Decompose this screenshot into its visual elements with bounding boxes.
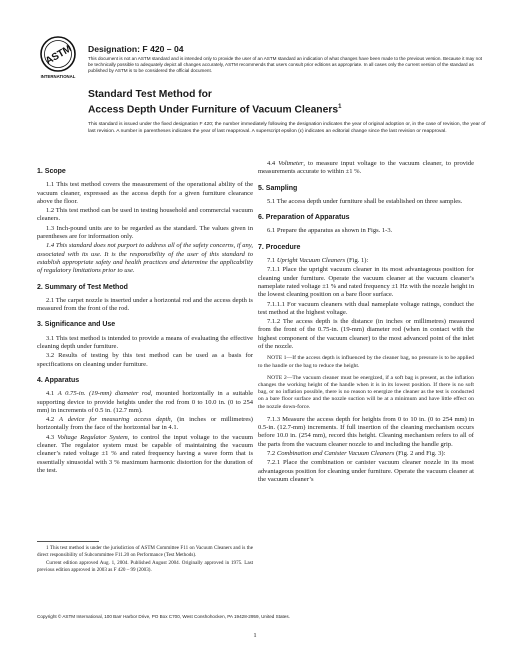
para-term: Upright Vacuum Cleaners [276, 257, 346, 265]
title-footnote-mark: 1 [338, 104, 342, 110]
paragraph: 1.4 This standard does not purport to address all of the safety concerns, if any, associated with its use. It is the responsibility of the user of this standard to establish appropriate safety and health practices and determine the applicability of regulatory limitations prior to use. [37, 242, 253, 275]
section-heading: 4. Apparatus [37, 376, 80, 384]
para-text: , to control the input voltage to the vacuum cleaner. The regulator system must be capable of maintaining the vacuum cleaner’s rated voltage ±1 % and rated frequency having a wave form that is essentially sinusoidal with 3 % maximum harmonic distortion for the duration of the test. [37, 433, 253, 474]
para-number: 7.1 [267, 257, 277, 265]
paragraph: 7.2.1 Place the combination or canister vacuum cleaner nozzle in its most advantageous position for cleaning under furniture. Operate the vacuum cleaner at the vacuum cleaner’s [258, 459, 474, 483]
para-number: 4.4 [267, 160, 279, 167]
title-line-1: Standard Test Method for [88, 89, 212, 100]
designation: Designation: F 420 – 04 [88, 44, 184, 54]
paragraph: 3.2 Results of testing by this test method can be used as a basis for specifications on cleaning under furniture. [37, 352, 253, 368]
astm-logo-icon [38, 34, 78, 80]
note: NOTE 2—The vacuum cleaner must be energized, if a soft bag is present, as the inflation changes the working height of the handle when it is in its lowest position. If there is no soft bag, or no inflation possible, there is no reason to energize the cleaner as the test is conducted on a bare floor surface and the nozzle suction will be at a minimum and have little effect on the nozzle down-force. [258, 374, 474, 410]
paragraph [258, 450, 474, 458]
paragraph: 1.3 Inch-pound units are to be regarded as the standard. The values given in parentheses are for information only. [37, 224, 253, 241]
paragraph: 6.1 Prepare the apparatus as shown in Figs. 1-3. [267, 227, 393, 235]
footnote: 1 This test method is under the jurisdiction of ASTM Committee F11 on Vacuum Cleaners and is the direct responsibility of Subcommittee F11.20 on Performance (Test Methods). [37, 545, 253, 558]
para-text: , (in inches or millimetres) horizontally from the face of the horizontal bar in 4.1. [37, 416, 253, 432]
redline-notice: This document is not an ASTM standard and is intended only to provide the user of an ASTM standard an indication of what changes have been made to the previous version. Because it may not be technically possible to adequately depict all changes accurately, ASTM recommends that users consult prior editions as appropriate. In all cases only the current version of the standard as published by ASTM is to be considered the official document. [88, 56, 483, 73]
para-number: 4.2 [46, 416, 60, 424]
paragraph: 7.1.3 Measure the access depth for heights from 0 to 10 in. (0 to 254 mm) in 0.5-in. (12.7-mm) increments. If full insertion of the cleaning mechanism occurs before 10.0 in. (254 mm), record this height. Cleaning mechanism refers to all of the parts from the vacuum cleaner nozzle to and including the handle grip. [258, 415, 474, 448]
section-heading: 1. Scope [37, 168, 66, 175]
page-number: 1 [253, 632, 257, 639]
issued-statement: This standard is issued under the fixed designation F 420; the number immediately following the designation indicates the year of original adoption or, in the case of revision, the year of last revision. A number in parentheses indicates the year of last reapproval. A superscript epsilon (ε) indicates an editorial change since the last revision or reapproval. [88, 122, 486, 134]
para-term: Combination and Canister Vacuum Cleaners [276, 449, 395, 457]
paragraph: 3.1 This test method is intended to provide a means of evaluating the effective cleaning depth under furniture. [37, 334, 253, 351]
paragraph: 7.1.2 The access depth is the distance (in inches or millimetres) measured from the front of the 0.75-in. (19-mm) diameter rod (when in contact with the highest component of the vacuum cleaner) to the most advanced point of the inlet of the nozzle. [258, 318, 474, 351]
right-column [258, 160, 474, 485]
para-term: A device for measuring access depth [59, 416, 171, 424]
para-term: Voltmeter [278, 160, 304, 167]
para-text: , to measure input voltage to the vacuum cleaner, to provide measurements accurate to within ±1 %. [258, 160, 475, 176]
footnote-rule [37, 541, 99, 542]
para-term: Voltage Regulator System [57, 433, 128, 441]
title-main: Access Depth Under Furniture of Vacuum Cleaners [88, 104, 339, 116]
paragraph [37, 416, 253, 433]
section-heading: 5. Sampling [258, 184, 298, 192]
para-number: 7.2 [267, 449, 277, 457]
para-text: (Fig. 1): [345, 257, 369, 265]
para-term: A 0.75-in. (19-mm) diameter rod [57, 390, 151, 398]
svg-text:ASTM: ASTM [43, 43, 74, 68]
paragraph: 7.1.1 Place the upright vacuum cleaner in its most advantageous position for cleaning under furniture. Operate the vacuum cleaner at the vacuum cleaner’s nameplate rated voltage ±1 % and rated frequency ±1 Hz with the nozzle height in the lowest cleaning position on a bare floor surface. [258, 266, 474, 299]
paragraph [258, 257, 474, 265]
paragraph: 1.2 This test method can be used in testing household and commercial vacuum cleaners. [37, 207, 253, 223]
footnote: Current edition approved Aug. 1, 2004. Published August 2004. Originally approved in 1975. Last previous edition approved in 2003 as F 420 – 99 (2003). [37, 560, 253, 573]
para-text: (Fig. 2 and Fig. 3): [394, 449, 446, 457]
section-heading: 6. Preparation of Apparatus [258, 214, 350, 222]
document-title [88, 89, 468, 116]
paragraph: 1.1 This test method covers the measurement of the operational ability of the vacuum cleaner, expressed as the access depth for a given furniture clearance above the floor. [37, 181, 253, 205]
paragraph [258, 160, 474, 177]
left-column [37, 160, 253, 476]
section-heading: 3. Significance and Use [37, 321, 116, 329]
paragraph: 2.1 The carpet nozzle is inserted under a horizontal rod and the access depth is measured from the front of the rod. [37, 296, 253, 313]
title-line-2 [88, 101, 468, 116]
paragraph: 7.1.1.1 For vacuum cleaners with dual nameplate voltage ratings, conduct the test method at the highest voltage. [258, 300, 474, 316]
paragraph [37, 434, 253, 475]
paragraph [37, 390, 253, 415]
footnotes [37, 545, 253, 575]
section-heading: 7. Procedure [258, 243, 301, 251]
para-number: 4.1 [46, 390, 58, 398]
para-number: 4.3 [46, 433, 58, 441]
paragraph: 5.1 The access depth under furniture shall be established on three samples. [267, 197, 463, 205]
note: NOTE 1—If the access depth is influenced by the cleaner bag, no pressure is to be applied to the handle or the bag to reduce the height. [258, 355, 474, 369]
para-text: , mounted horizontally in a suitable supporting device to provide heights under the rod from 0 to 10.0 in. (0 to 254 mm) in increments of 0.5 in. (12.7 mm). [37, 390, 253, 414]
section-heading: 2. Summary of Test Method [37, 283, 128, 291]
svg-text:INTERNATIONAL: INTERNATIONAL [40, 74, 76, 79]
copyright-line: Copyright © ASTM International, 100 Barr Harbor Drive, PO Box C700, West Conshohocken, PA 19428-2959, United States. [37, 614, 290, 619]
